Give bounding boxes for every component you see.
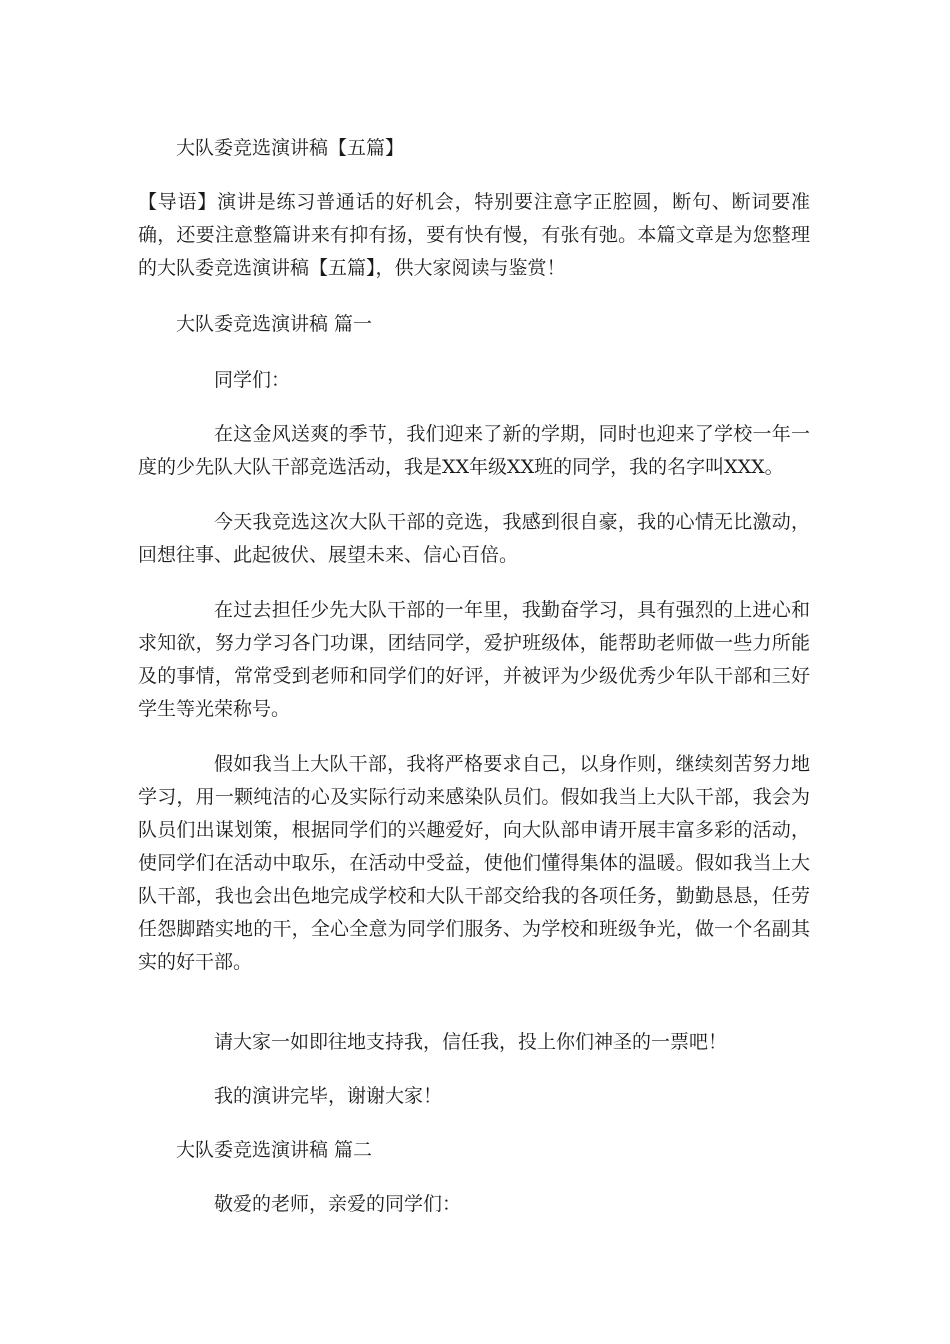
salutation-2: 敬爱的老师，亲爱的同学们： <box>214 1193 462 1215</box>
document-title: 大队委竞选演讲稿【五篇】 <box>176 137 405 159</box>
paragraph-1-3: 在过去担任少先大队干部的一年里，我勤奋学习，具有强烈的上进心和求知欲，努力学习各门功课，团结同学，爱护班级体，能帮助老师做一些力所能及的事情，常常受到老师和同学们的好评，并被评为少级优秀少年队干部和三好学生等光荣称号。 <box>138 599 810 720</box>
intro-paragraph: 【导语】演讲是练习普通话的好机会，特别要注意字正腔圆，断句、断词要准确，还要注意整篇讲来有抑有扬，要有快有慢，有张有弛。本篇文章是为您整理的大队委竞选演讲稿【五篇】，供大家阅读与鉴赏！ <box>138 191 810 279</box>
paragraph-1-4: 假如我当上大队干部，我将严格要求自己，以身作则，继续刻苦努力地学习，用一颗纯洁的心及实际行动来感染队员们。假如我当上大队干部，我会为队员们出谋划策，根据同学们的兴趣爱好，向大队部申请开展丰富多彩的活动，使同学们在活动中取乐，在活动中受益，使他们懂得集体的温暖。假如我当上大队干部，我也会出色地完成学校和大队干部交给我的各项任务，勤勤恳恳，任劳任怨脚踏实地的干，全心全意为同学们服务、为学校和班级争光，做一个名副其实的好干部。 <box>138 753 810 973</box>
salutation-1: 同学们： <box>214 369 291 391</box>
paragraph-1-2: 今天我竞选这次大队干部的竞选，我感到很自豪，我的心情无比激动，回想往事、此起彼伏、展望未来、信心百倍。 <box>138 511 810 566</box>
section-heading-1: 大队委竞选演讲稿 篇一 <box>176 313 373 335</box>
closing-paragraph-2: 我的演讲完毕，谢谢大家！ <box>214 1085 443 1107</box>
section-heading-2: 大队委竞选演讲稿 篇二 <box>176 1139 373 1161</box>
closing-paragraph-1: 请大家一如即往地支持我，信任我，投上你们神圣的一票吧！ <box>214 1031 728 1053</box>
paragraph-1-1: 在这金风送爽的季节，我们迎来了新的学期，同时也迎来了学校一年一度的少先队大队干部竞选活动，我是XX年级XX班的同学，我的名字叫XXX。 <box>138 423 810 478</box>
